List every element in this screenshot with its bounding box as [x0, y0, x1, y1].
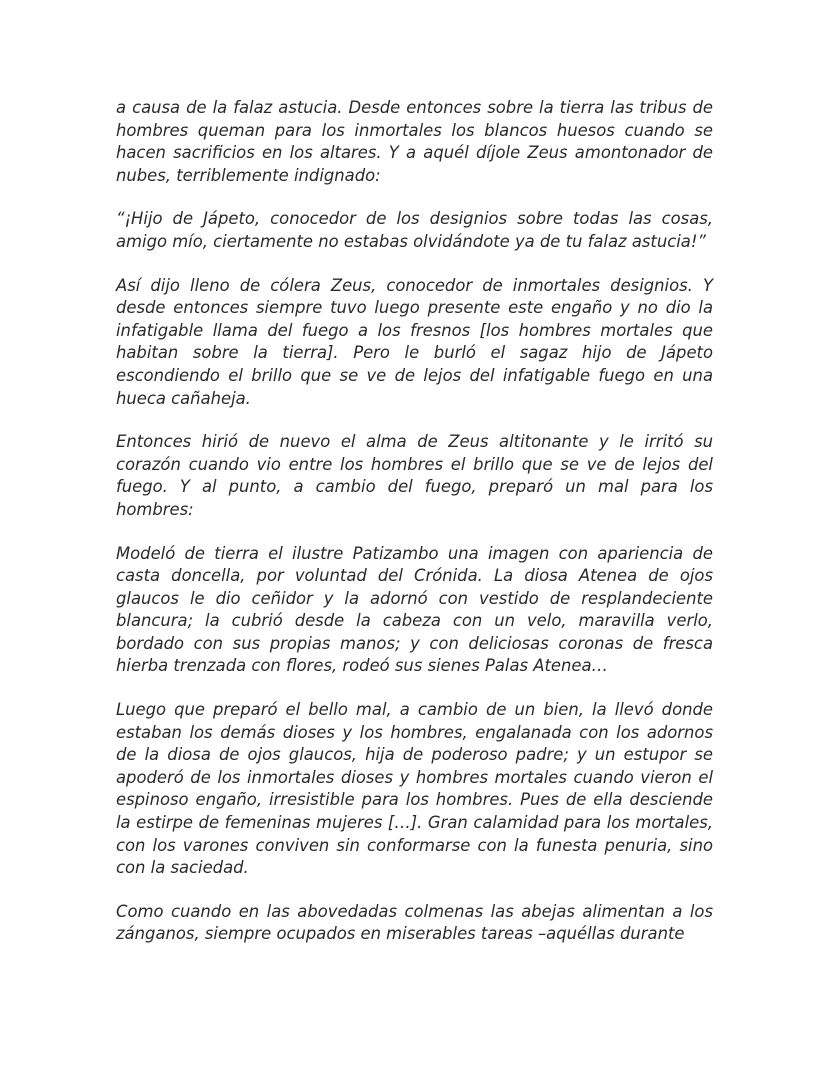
- document-page: [116, 97, 713, 946]
- paragraph-4: Entonces hirió de nuevo el alma de Zeus altitonante y le irritó su corazón cuando vio entre los hombres el brillo que se ve de lejos del fuego. Y al punto, a cambio del fuego, preparó un mal para los hombres:: [116, 432, 713, 519]
- paragraph-3: Así dijo lleno de cólera Zeus, conocedor de inmortales designios. Y desde entonces siempre tuvo luego presente este engaño y no dio la infatigable llama del fuego a los fresnos [los hombres mortales que habitan sobre la tierra]. Pero le burló el sagaz hijo de Jápeto escondiendo el brillo que se ve de lejos del infatigable fuego en una hueca cañaheja.: [116, 275, 713, 408]
- paragraph-7: Como cuando en las abovedadas colmenas las abejas alimentan a los zánganos, siempre ocupados en miserables tareas –aquéllas durante: [116, 901, 713, 944]
- paragraph-2-quote: “¡Hijo de Jápeto, conocedor de los designios sobre todas las cosas, amigo mío, ciertamente no estabas olvidándote ya de tu falaz astucia!”: [116, 209, 713, 251]
- paragraph-5: Modeló de tierra el ilustre Patizambo una imagen con apariencia de casta doncella, por voluntad del Crónida. La diosa Atenea de ojos glaucos le dio ceñidor y la adornó con vestido de resplandeciente blancura; la cubrió desde la cabeza con un velo, maravilla verlo, bordado con sus propias manos; y con deliciosas coronas de fresca hierba trenzada con flores, rodeó sus sienes Palas Atenea…: [116, 543, 713, 676]
- paragraph-1: a causa de la falaz astucia. Desde entonces sobre la tierra las tribus de hombres queman para los inmortales los blancos huesos cuando se hacen sacrificios en los altares. Y a aquél díjole Zeus amontonador de nubes, terriblemente indignado:: [116, 98, 713, 185]
- paragraph-6: Luego que preparó el bello mal, a cambio de un bien, la llevó donde estaban los demás dioses y los hombres, engalanada con los adornos de la diosa de ojos glaucos, hija de poderoso padre; y un estupor se apoderó de los inmortales dioses y hombres mortales cuando vieron el espinoso engaño, irresistible para los hombres. Pues de ella desciende la estirpe de femeninas mujeres […]. Gran calamidad para los mortales, con los varones conviven sin conformarse con la funesta penuria, sino con la saciedad.: [116, 700, 713, 878]
